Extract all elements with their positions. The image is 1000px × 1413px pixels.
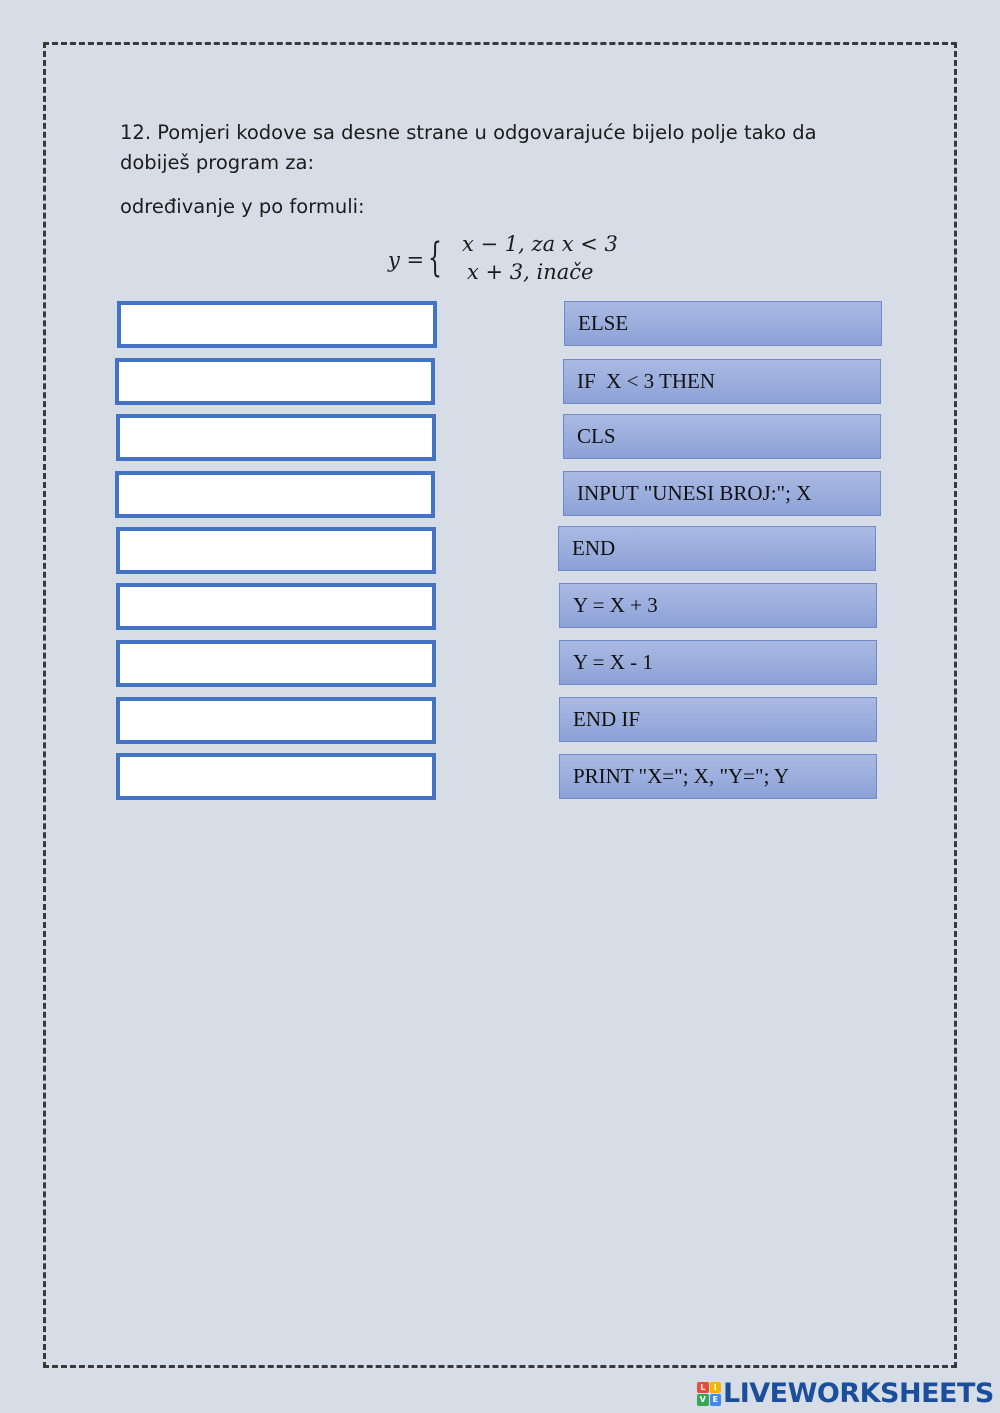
drop-slot-5[interactable] xyxy=(116,527,436,574)
formula-brace: { xyxy=(428,235,442,281)
drop-slot-6[interactable] xyxy=(116,583,436,630)
liveworksheets-logo xyxy=(697,1378,994,1409)
code-block-y-plus-3[interactable]: Y = X + 3 xyxy=(559,583,877,628)
formula-case-1: x − 1, za x < 3 xyxy=(462,232,618,256)
drop-slot-9[interactable] xyxy=(116,753,436,800)
code-block-y-minus-1[interactable]: Y = X - 1 xyxy=(559,640,877,685)
formula-case-2: x + 3, inače xyxy=(467,260,594,284)
code-block-end[interactable]: END xyxy=(558,526,876,571)
logo-letter-l: L xyxy=(697,1382,709,1394)
drop-slot-7[interactable] xyxy=(116,640,436,687)
logo-mark-icon xyxy=(697,1382,721,1406)
logo-letter-i: I xyxy=(710,1382,722,1394)
formula-lhs: y = xyxy=(388,248,425,272)
task-instruction: 12. Pomjeri kodove sa desne strane u odgovarajuće bijelo polje tako da dobiješ program za: xyxy=(120,121,817,174)
drop-slot-2[interactable] xyxy=(115,358,435,405)
code-block-else[interactable]: ELSE xyxy=(564,301,882,346)
code-block-print[interactable]: PRINT "X="; X, "Y="; Y xyxy=(559,754,877,799)
task-subtitle: određivanje y po formuli: xyxy=(120,195,365,218)
logo-letter-v: V xyxy=(697,1394,709,1406)
code-block-end-if[interactable]: END IF xyxy=(559,697,877,742)
code-block-input[interactable]: INPUT "UNESI BROJ:"; X xyxy=(563,471,881,516)
code-block-cls[interactable]: CLS xyxy=(563,414,881,459)
drop-slot-1[interactable] xyxy=(117,301,437,348)
drop-slot-4[interactable] xyxy=(115,471,435,518)
drop-slot-3[interactable] xyxy=(116,414,436,461)
logo-letter-e: E xyxy=(710,1394,722,1406)
logo-brand-text: LIVEWORKSHEETS xyxy=(723,1378,994,1409)
code-block-if-then[interactable]: IF X < 3 THEN xyxy=(563,359,881,404)
drop-slot-8[interactable] xyxy=(116,697,436,744)
